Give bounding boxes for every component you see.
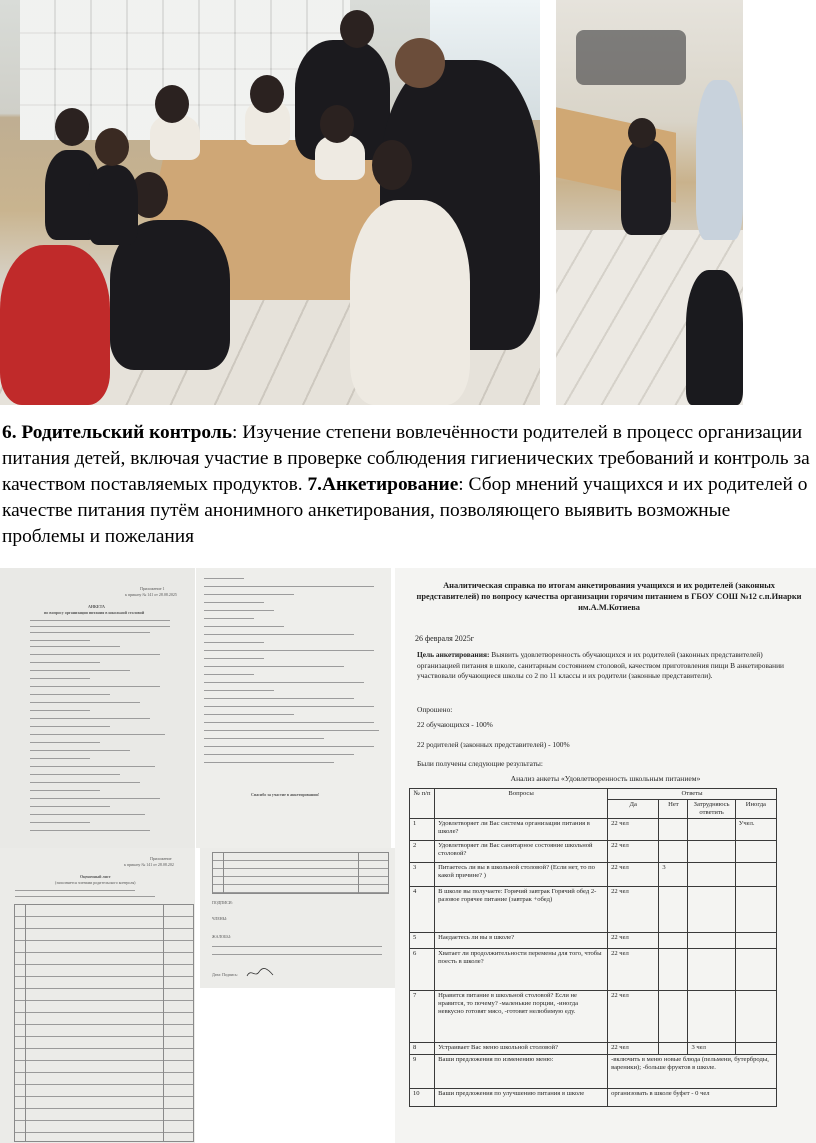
child-head	[55, 108, 89, 146]
girl-head	[372, 140, 412, 190]
report-results: Были получены следующие результаты:	[417, 759, 543, 768]
text-line	[30, 670, 130, 671]
text-line	[30, 782, 140, 783]
table-row	[410, 863, 777, 887]
row-number: 10	[410, 1089, 435, 1107]
table-row	[410, 887, 777, 933]
text-line	[204, 634, 354, 635]
row-hard	[688, 887, 735, 933]
row-other	[735, 933, 776, 949]
row-yes: 22 чел	[608, 841, 659, 863]
table-row	[410, 1055, 777, 1089]
col-number: № п/п	[410, 789, 435, 819]
row-hard: 3 чел	[688, 1043, 735, 1055]
row-other	[735, 863, 776, 887]
col-other: Иногда	[735, 800, 776, 819]
text-line	[204, 754, 354, 755]
scan-subheader: к приказу № 141 от 28.08.2025	[125, 592, 177, 597]
text-line	[204, 602, 264, 603]
row-yes: 22 чел	[608, 991, 659, 1043]
text-line	[204, 674, 254, 675]
table-header-row	[410, 789, 777, 800]
scan-signatures-label: ПОДПИСИ:	[212, 900, 233, 905]
row-yes: 22 чел	[608, 1043, 659, 1055]
report-parents: 22 родителей (законных представителей) - 100%	[417, 740, 570, 749]
row-other	[735, 1043, 776, 1055]
text-line	[30, 710, 90, 711]
row-no	[659, 887, 688, 933]
row-no	[659, 991, 688, 1043]
questionnaire-scan-page2	[196, 568, 391, 848]
row-yes: 22 чел	[608, 933, 659, 949]
boy-seated	[88, 165, 138, 245]
text-line	[204, 738, 324, 739]
row-number: 3	[410, 863, 435, 887]
boy-head	[95, 128, 129, 166]
text-line	[204, 714, 294, 715]
row-no	[659, 841, 688, 863]
text-line	[204, 586, 374, 587]
section7-text: : Сбор мнений учащихся и их родителей о качестве питания путём анонимного анкетирования, позволяющего выявить возможные проблемы и пожелания	[2, 474, 808, 547]
text-line	[204, 698, 354, 699]
row-question: Нравится питание в школьной столовой? Если не нравится, то почему? -маленькие порции, -иногда невкусно готовят мясо, -готовят нелюбимую еду.	[435, 991, 608, 1043]
table-row	[410, 991, 777, 1043]
row-suggestions: -включить в меню новые блюда (пельмени, бутерброды, вареники); -больше фруктов в школе.	[608, 1055, 777, 1089]
row-number: 1	[410, 819, 435, 841]
section6-title: 6. Родительский контроль	[2, 422, 233, 443]
text-line	[30, 686, 160, 687]
text-line	[204, 762, 334, 763]
text-line	[30, 646, 120, 647]
text-line	[15, 890, 135, 891]
children-group	[576, 30, 686, 85]
child-head-back	[155, 85, 189, 123]
table-divider	[163, 905, 164, 1141]
text-line	[30, 774, 120, 775]
row-suggestions: организовать в школе буфет - 0 чел	[608, 1089, 777, 1107]
row-question: Хватает ли продолжительности перемены для того, чтобы поесть в школе?	[435, 949, 608, 991]
text-line	[30, 632, 150, 633]
text-line	[30, 640, 90, 641]
signature-scribble	[245, 966, 275, 980]
row-question: Ваши предложения по улучшению питания в школе	[435, 1089, 608, 1107]
section6-text: : Изучение степени вовлечённости родителей в процесс организации питания детей, включая участие в проверке соблюдения гигиенических требований и контроль за качеством поставляемых продуктов.	[2, 422, 810, 495]
row-yes: 22 чел	[608, 887, 659, 933]
table-divider	[358, 853, 359, 893]
row-hard	[688, 933, 735, 949]
scan-title: Оценочный лист	[80, 874, 111, 879]
evaluation-sheet-scan-2	[200, 848, 395, 988]
adult-standing	[696, 80, 743, 240]
text-line	[30, 702, 140, 703]
text-line	[204, 594, 294, 595]
row-number: 2	[410, 841, 435, 863]
evaluation-sheet-scan	[0, 848, 195, 1143]
boy-seated	[621, 140, 671, 235]
text-line	[212, 946, 382, 947]
report-analysis-title: Анализ анкеты «Удовлетворенность школьным питанием»	[510, 774, 701, 783]
section-caption	[2, 420, 810, 550]
canteen-photo-main	[0, 0, 540, 405]
text-line	[30, 766, 155, 767]
canteen-photo-side	[556, 0, 743, 405]
row-no	[659, 949, 688, 991]
text-line	[30, 654, 160, 655]
text-line	[30, 626, 170, 627]
boy-head	[628, 118, 656, 148]
table-row	[410, 1089, 777, 1107]
evaluation-table	[14, 904, 194, 1142]
text-line	[30, 830, 150, 831]
report-title: Аналитическая справка по итогам анкетирования учащихся и их родителей (законных представителей) по вопросу качества организации горячим питанием в ГБОУ СОШ №12 с.п.Инарки им.А.М.Котиева	[416, 581, 802, 612]
scan-header: Приложение	[150, 856, 172, 861]
text-line	[204, 666, 344, 667]
col-questions: Вопросы	[435, 789, 608, 819]
scan-title: АНКЕТА	[88, 604, 105, 609]
row-hard	[688, 991, 735, 1043]
text-line	[204, 578, 244, 579]
table-row	[410, 933, 777, 949]
col-hard: Затрудняюсь ответить	[688, 800, 735, 819]
section7-title: 7.Анкетирование	[307, 474, 459, 495]
adult-head	[340, 10, 374, 48]
text-line	[204, 650, 374, 651]
text-line	[30, 694, 110, 695]
table-row	[410, 949, 777, 991]
report-goal-text: Выявить удовлетворенность обучающихся и их родителей (законных представителей) организацией питания в школе, санитарным состоянием столовой, качеством приготовления пищи В анкетировании участвовали обучающиеся школы со 2 по 11 классы и их родители (законные представители).	[417, 650, 784, 680]
row-question: Наедаетесь ли вы в школе?	[435, 933, 608, 949]
table-divider	[25, 905, 26, 1141]
scan-subheader: к приказу № 141 от 28.08.202	[124, 862, 174, 867]
text-line	[30, 814, 145, 815]
row-number: 5	[410, 933, 435, 949]
row-other: Учел.	[735, 819, 776, 841]
child-head-right	[320, 105, 354, 143]
row-other	[735, 841, 776, 863]
row-no	[659, 1043, 688, 1055]
red-coat-on-chair	[0, 245, 110, 405]
text-line	[30, 798, 160, 799]
report-goal	[417, 650, 797, 682]
text-line	[30, 678, 90, 679]
row-number: 8	[410, 1043, 435, 1055]
row-other	[735, 991, 776, 1043]
text-line	[30, 790, 100, 791]
row-other	[735, 887, 776, 933]
row-number: 4	[410, 887, 435, 933]
row-question: Ваши предложения по изменению меню:	[435, 1055, 608, 1089]
row-question: Питаетесь ли вы в школьной столовой? (Если нет, то по какой причине? )	[435, 863, 608, 887]
row-number: 9	[410, 1055, 435, 1089]
row-hard	[688, 949, 735, 991]
text-line	[204, 658, 264, 659]
col-yes: Да	[608, 800, 659, 819]
row-yes: 22 чел	[608, 819, 659, 841]
row-question: Удовлетворяет ли Вас система организации питания в школе?	[435, 819, 608, 841]
scan-complaints-label: ЖАЛОБЫ:	[212, 934, 231, 939]
text-line	[204, 746, 374, 747]
row-hard	[688, 819, 735, 841]
row-no	[659, 933, 688, 949]
table-row	[410, 819, 777, 841]
results-table	[409, 788, 777, 1107]
report-date: 26 февраля 2025г	[415, 634, 475, 643]
scan-date-sign: Дата: Подпись:	[212, 972, 238, 977]
text-line	[204, 682, 364, 683]
text-line	[204, 722, 374, 723]
scan-subtitle: по вопросу организации питания в школьной столовой	[44, 610, 145, 615]
table-row	[410, 1043, 777, 1055]
row-yes: 22 чел	[608, 949, 659, 991]
text-line	[30, 750, 130, 751]
text-line	[30, 620, 170, 621]
report-surveyed: Опрошено:	[417, 705, 453, 714]
scan-footer: Спасибо за участие в анкетировании!	[251, 792, 320, 797]
report-goal-label: Цель анкетирования:	[417, 650, 490, 659]
row-no: 3	[659, 863, 688, 887]
adult-foreground	[686, 270, 743, 405]
report-students: 22 обучающихся - 100%	[417, 720, 493, 729]
text-line	[30, 726, 110, 727]
text-line	[30, 758, 90, 759]
table-row	[410, 841, 777, 863]
row-question: Устраивает Вас меню школьной столовой?	[435, 1043, 608, 1055]
text-line	[15, 896, 155, 897]
continued-table	[212, 852, 389, 894]
text-line	[204, 626, 284, 627]
text-line	[204, 706, 374, 707]
row-hard	[688, 863, 735, 887]
text-line	[30, 742, 100, 743]
questionnaire-scan-page1	[0, 568, 195, 848]
analytic-report-scan	[395, 568, 816, 1143]
scan-subtitle: (заполняется членами родительского контроля)	[55, 880, 136, 885]
row-question: Удовлетворяет ли Вас санитарное состояние школьной столовой?	[435, 841, 608, 863]
text-line	[30, 822, 90, 823]
scan-header: Приложение 1	[140, 586, 165, 591]
text-line	[212, 954, 382, 955]
col-answers: Ответы	[608, 789, 777, 800]
text-line	[204, 690, 274, 691]
col-no: Нет	[659, 800, 688, 819]
text-line	[204, 610, 274, 611]
child-head-back-2	[250, 75, 284, 113]
text-line	[30, 734, 165, 735]
text-line	[204, 642, 264, 643]
row-yes: 22 чел	[608, 863, 659, 887]
row-no	[659, 819, 688, 841]
text-line	[30, 806, 110, 807]
text-line	[30, 662, 100, 663]
text-line	[30, 718, 150, 719]
scan-members-label: ЧЛЕНЫ:	[212, 916, 228, 921]
row-other	[735, 949, 776, 991]
table-divider	[223, 853, 224, 893]
row-number: 6	[410, 949, 435, 991]
text-line	[204, 618, 254, 619]
row-question: В школе вы получаете: Горячий завтрак Горячий обед 2-разовое горячее питание (завтрак +обед)	[435, 887, 608, 933]
row-hard	[688, 841, 735, 863]
girl-white-jacket	[350, 200, 470, 405]
text-line	[204, 730, 379, 731]
row-number: 7	[410, 991, 435, 1043]
adult-head-scarf	[395, 38, 445, 88]
